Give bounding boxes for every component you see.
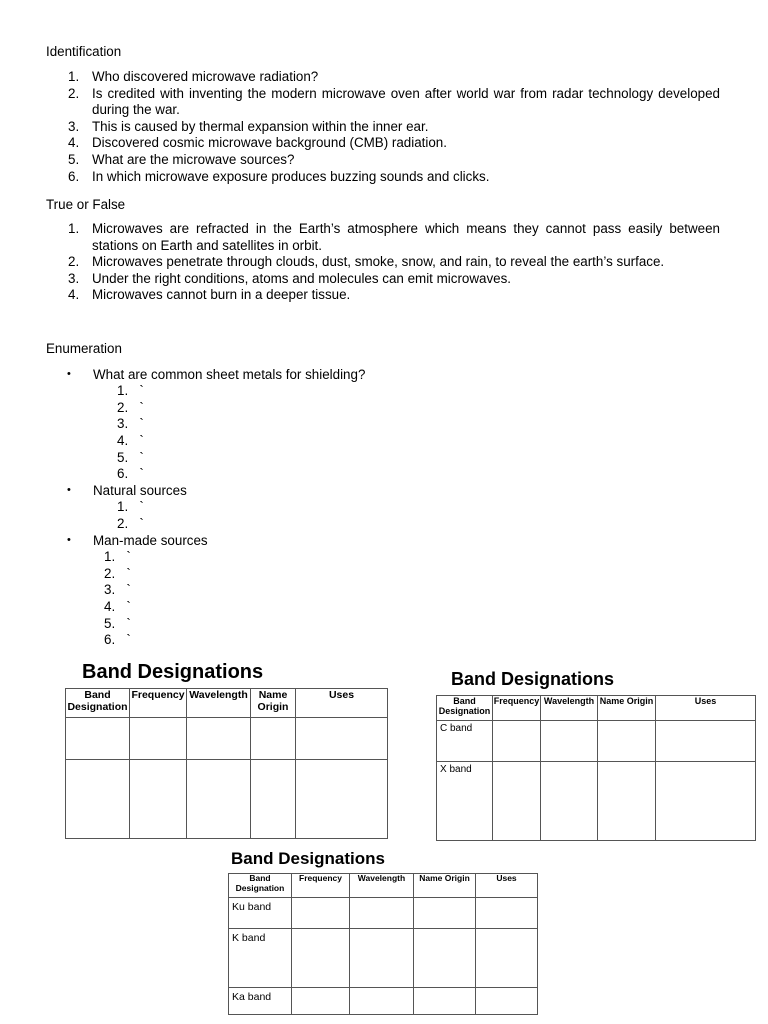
table-row: X band bbox=[437, 762, 756, 841]
bullet-icon: • bbox=[67, 484, 71, 496]
column-header: Band Designation bbox=[229, 874, 292, 898]
column-header: Wavelength bbox=[187, 689, 251, 718]
enum-item: 3. ` bbox=[117, 416, 144, 431]
band-table-3 bbox=[228, 873, 538, 1015]
band-table-2 bbox=[436, 695, 756, 841]
bullet-icon: • bbox=[67, 534, 71, 546]
table-title: Band Designations bbox=[231, 849, 385, 868]
table-row: Ku band bbox=[229, 898, 538, 929]
table-row: C band bbox=[437, 721, 756, 762]
enum-item: 2. ` bbox=[117, 400, 144, 415]
list-item: 3. Under the right conditions, atoms and molecules can emit microwaves. bbox=[68, 270, 512, 286]
enum-item: 6. ` bbox=[104, 632, 131, 647]
enum-group-label: Natural sources bbox=[93, 483, 187, 498]
enum-item: 1. ` bbox=[117, 383, 144, 398]
true-false-list bbox=[46, 221, 720, 304]
enum-item: 5. ` bbox=[104, 616, 131, 631]
list-item: 1. Who discovered microwave radiation? bbox=[68, 69, 319, 84]
enum-item: 1. ` bbox=[117, 499, 144, 514]
column-header: Uses bbox=[656, 696, 756, 721]
column-header: Name Origin bbox=[251, 689, 296, 718]
table-row bbox=[66, 760, 388, 839]
column-header: Band Designation bbox=[437, 696, 493, 721]
table-row bbox=[66, 718, 388, 760]
column-header: Wavelength bbox=[541, 696, 598, 721]
enum-item: 1. ` bbox=[104, 549, 131, 564]
list-item: 6. In which microwave exposure produces buzzing sounds and clicks. bbox=[68, 168, 490, 184]
enum-item: 2. ` bbox=[104, 566, 131, 581]
column-header: Name Origin bbox=[598, 696, 656, 721]
column-header: Name Origin bbox=[414, 874, 476, 898]
enum-item: 4. ` bbox=[117, 433, 144, 448]
list-item: 3. This is caused by thermal expansion within the inner ear. bbox=[68, 118, 429, 134]
list-item: 2. Microwaves penetrate through clouds, dust, smoke, snow, and rain, to reveal the earth’s surface. bbox=[68, 254, 665, 270]
band-table-1 bbox=[65, 688, 388, 839]
enum-group-label: Man-made sources bbox=[93, 533, 208, 548]
table-title: Band Designations bbox=[82, 661, 264, 683]
list-item: 4. Discovered cosmic microwave background (CMB) radiation. bbox=[68, 135, 447, 151]
column-header: Wavelength bbox=[350, 874, 414, 898]
enum-item: 5. ` bbox=[117, 450, 144, 465]
enum-item: 4. ` bbox=[104, 599, 131, 614]
enum-group-label: What are common sheet metals for shielding? bbox=[93, 367, 366, 382]
true-false-heading: True or False bbox=[46, 197, 126, 212]
column-header: Frequency bbox=[292, 874, 350, 898]
column-header: Uses bbox=[296, 689, 388, 718]
list-item: 1. Microwaves are refracted in the Earth’s atmosphere which means they cannot pass easily between stations on Earth and satellites in orbit. bbox=[68, 221, 720, 253]
bullet-icon: • bbox=[67, 368, 71, 380]
enum-item: 2. ` bbox=[117, 516, 144, 531]
identification-heading: Identification bbox=[46, 44, 122, 59]
column-header: Uses bbox=[476, 874, 538, 898]
enumeration-heading: Enumeration bbox=[46, 341, 122, 356]
table-title: Band Designations bbox=[451, 669, 615, 689]
column-header: Frequency bbox=[130, 689, 187, 718]
list-item: 4. Microwaves cannot burn in a deeper tissue. bbox=[68, 287, 351, 303]
enum-item: 6. ` bbox=[117, 466, 144, 481]
list-item: 5. What are the microwave sources? bbox=[68, 151, 295, 167]
list-item: 2. Is credited with inventing the modern microwave oven after world war from radar technology developed during the war. bbox=[68, 85, 720, 118]
table-row: Ka band bbox=[229, 988, 538, 1015]
column-header: Band Designation bbox=[66, 689, 130, 718]
identification-list bbox=[46, 69, 720, 185]
enum-item: 3. ` bbox=[104, 582, 131, 597]
table-row: K band bbox=[229, 929, 538, 988]
column-header: Frequency bbox=[493, 696, 541, 721]
